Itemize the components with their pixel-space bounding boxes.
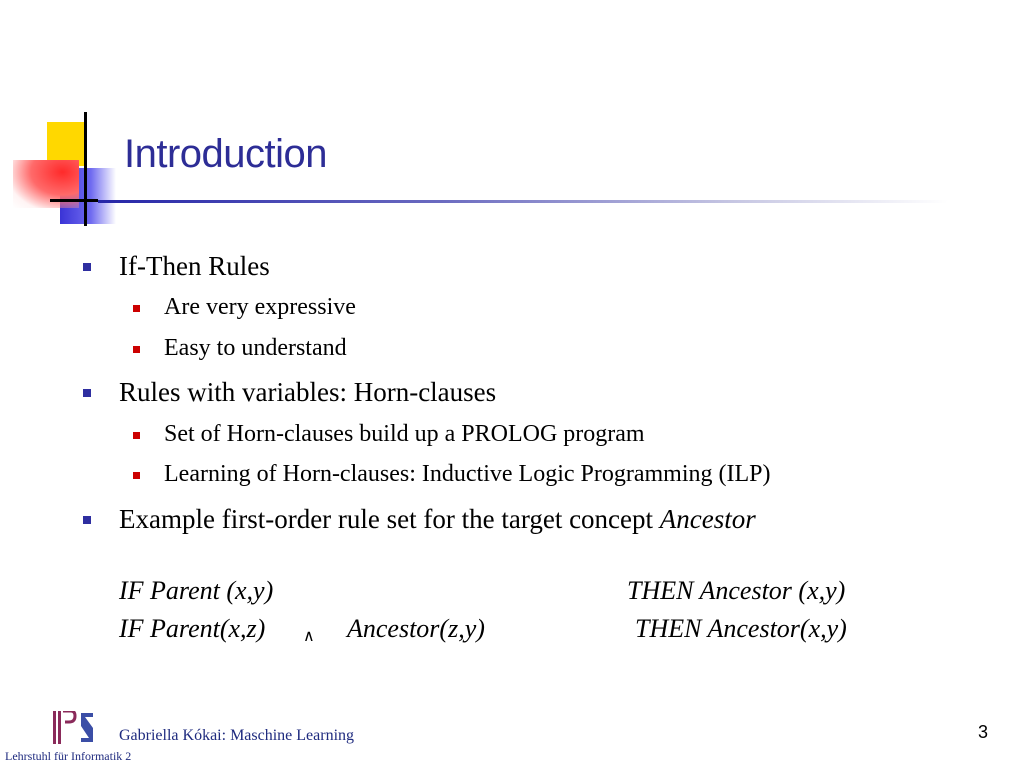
sub-bullet-marker [133, 305, 140, 312]
institute-logo-icon [53, 711, 95, 744]
rule-condition: IF Parent (x,y) [119, 576, 274, 605]
sub-bullet-item: Set of Horn-clauses build up a PROLOG program [164, 421, 645, 447]
title-underline [98, 200, 948, 203]
decor-vertical-line [84, 112, 87, 226]
page-number: 3 [978, 722, 989, 742]
bullet-item-text: Example first-order rule set for the target concept [119, 504, 654, 534]
rule-conclusion: THEN Ancestor(x,y) [635, 614, 847, 643]
bullet-marker [83, 516, 91, 524]
footer-institute: Lehrstuhl für Informatik 2 [5, 749, 132, 763]
footer-author: Gabriella Kókai: Maschine Learning [119, 727, 355, 744]
sub-bullet-item: Learning of Horn-clauses: Inductive Logic Programming (ILP) [164, 461, 771, 487]
sub-bullet-item: Easy to understand [164, 335, 347, 361]
target-concept: Ancestor [659, 504, 756, 534]
bullet-marker [83, 389, 91, 397]
and-symbol: ∧ [303, 628, 315, 645]
slide-title: Introduction [124, 132, 328, 176]
bullet-marker [83, 263, 91, 271]
sub-bullet-item: Are very expressive [164, 294, 356, 320]
decor-horizontal-line [50, 199, 98, 202]
rule-conclusion: THEN Ancestor (x,y) [627, 576, 846, 605]
rule-condition: IF Parent(x,z) [119, 614, 266, 643]
bullet-item [119, 503, 756, 535]
sub-bullet-marker [133, 432, 140, 439]
bullet-item: If-Then Rules [119, 251, 270, 281]
sub-bullet-marker [133, 472, 140, 479]
rule-conjunct: Ancestor(z,y) [347, 614, 485, 643]
sub-bullet-marker [133, 346, 140, 353]
bullet-item: Rules with variables: Horn-clauses [119, 377, 497, 407]
